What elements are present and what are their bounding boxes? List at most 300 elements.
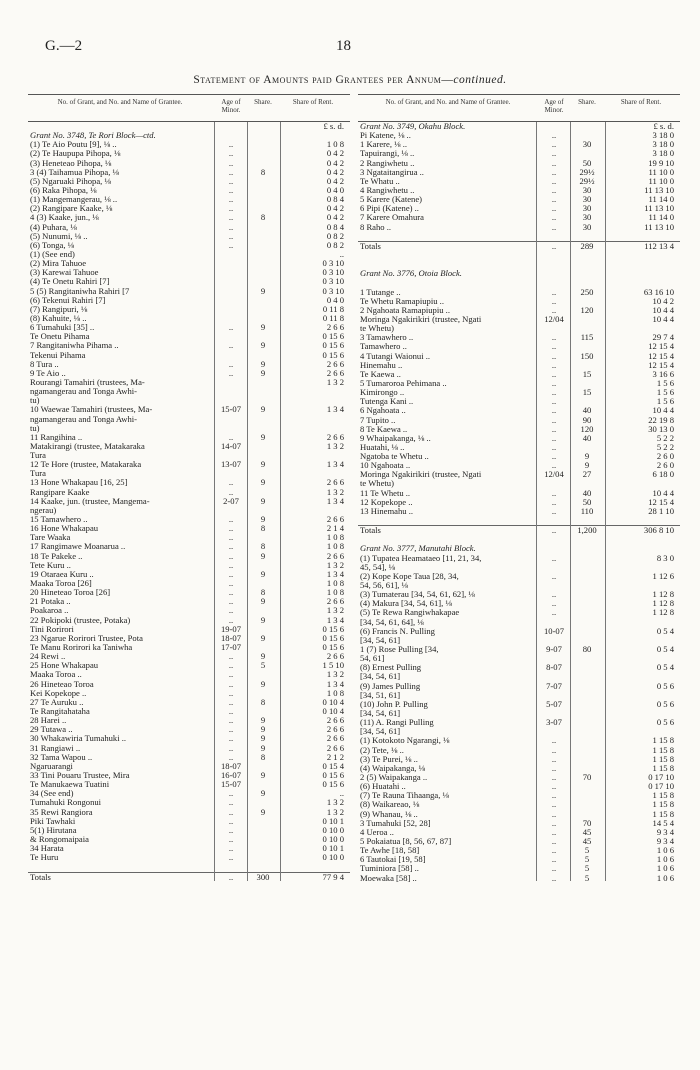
rent-cell: 3 18 0 — [652, 148, 674, 159]
grantee-cell: (2) Rangipare Kaake, ⅛ — [30, 204, 113, 214]
share-cell: 50 — [582, 157, 592, 168]
table-row — [358, 352, 680, 361]
age-cell: .. — [551, 826, 557, 837]
grantee-cell: 19 Otaraea Kuru .. — [30, 569, 94, 579]
rent-cell: 8 3 0 — [656, 552, 674, 563]
grantee-cell: Te Awhe [18, 58] — [360, 846, 420, 856]
table-row — [28, 680, 350, 689]
rent-cell: 1 0 6 — [656, 854, 674, 865]
age-cell: .. — [551, 525, 557, 536]
age-cell: .. — [551, 753, 557, 764]
table-row — [28, 277, 350, 286]
rent-cell: 0 8 2 — [326, 230, 344, 241]
age-cell: .. — [551, 139, 557, 150]
rent-cell: 11 14 0 — [648, 194, 674, 205]
grantee-cell: 5 Tumaroroa Pehimana .. — [360, 378, 447, 388]
table-row — [358, 800, 680, 809]
rent-cell: 10 4 4 — [652, 304, 674, 315]
grantee-cell: 10 Ngahoata .. — [360, 461, 411, 471]
table-row — [28, 625, 350, 634]
age-cell: 5-07 — [546, 698, 562, 709]
share-cell: 29½ — [579, 166, 595, 177]
rent-cell: 1 3 2 — [326, 605, 344, 616]
table-row — [28, 670, 350, 679]
table-row — [358, 397, 680, 406]
table-row — [28, 488, 350, 497]
share-cell: 70 — [582, 817, 592, 828]
grantee-cell: [34, 54, 61] — [360, 672, 401, 682]
table-row — [358, 370, 680, 379]
rent-cell: 1 12 8 — [652, 589, 674, 600]
column-rule — [570, 122, 571, 881]
table-row — [358, 645, 680, 654]
age-cell: .. — [228, 605, 234, 616]
rent-cell: 0 3 10 — [322, 267, 344, 278]
table-row — [28, 588, 350, 597]
table-row — [28, 570, 350, 579]
table-row — [358, 204, 680, 213]
right-column-header — [358, 94, 680, 122]
grantee-cell: (7) Te Rauna Tihaanga, ⅛ — [360, 791, 449, 801]
table-row — [28, 643, 350, 652]
age-cell: .. — [551, 350, 557, 361]
grantee-cell: 5(1) Hirutana — [30, 825, 77, 835]
table-row — [28, 744, 350, 753]
rent-cell: 1 3 4 — [326, 678, 344, 689]
grantee-cell: Moringa Ngakirikiri (trustee, Ngati — [360, 470, 482, 480]
grantee-cell: 25 Hone Whakapau — [30, 661, 99, 671]
age-cell: .. — [551, 332, 557, 343]
table-row — [358, 168, 680, 177]
grantee-cell: 2 Ngahoata Ramapiupiu .. — [360, 305, 450, 315]
rent-cell: 2 6 6 — [326, 477, 344, 488]
grantee-cell: (5) Ngaruaki Pihopa, ⅛ — [30, 176, 111, 186]
table-row — [28, 808, 350, 817]
grantee-cell: te Whetu) — [360, 479, 394, 489]
grantee-cell: 4 Rangiwhetu .. — [360, 185, 415, 195]
rent-cell: 12 15 4 — [648, 359, 674, 370]
table-row — [358, 186, 680, 195]
table-row — [28, 853, 350, 862]
grantee-cell: Te Whetu Ramapiupiu .. — [360, 296, 444, 306]
table-row — [358, 470, 680, 479]
age-cell: 18-07 — [220, 760, 242, 771]
table-row — [358, 288, 680, 297]
share-cell: 30 — [582, 184, 592, 195]
age-cell: 12/04 — [544, 469, 564, 480]
rent-cell: 1 0 6 — [656, 845, 674, 856]
grantee-cell: 6 Tautokai [19, 58] — [360, 855, 426, 865]
table-row — [358, 498, 680, 507]
table-row — [358, 755, 680, 764]
table-row — [28, 323, 350, 332]
rent-cell: 1 5 6 — [656, 377, 674, 388]
rent-cell: 2 1 2 — [326, 751, 344, 762]
age-cell: .. — [228, 578, 234, 589]
grantee-cell: 9 Te Aio .. — [30, 368, 66, 378]
table-row — [28, 396, 350, 405]
share-cell: 9 — [584, 460, 590, 471]
age-cell: .. — [228, 367, 234, 378]
share-cell: 40 — [582, 405, 592, 416]
totals-row — [358, 241, 680, 251]
grantee-cell: 54, 61] — [360, 654, 385, 664]
age-cell: .. — [551, 487, 557, 498]
table-row — [28, 524, 350, 533]
share-cell: 27 — [582, 469, 592, 480]
grantee-cell: Tare Waaka — [30, 533, 71, 543]
share-cell: 15 — [582, 387, 592, 398]
table-row — [28, 305, 350, 314]
table-row — [358, 131, 680, 140]
column-rule — [536, 122, 537, 881]
rent-cell: 11 13 10 — [644, 203, 674, 214]
table-row — [358, 874, 680, 883]
grantee-cell: Tumahuki Rongonui — [30, 798, 102, 808]
rent-cell: 0 4 2 — [326, 157, 344, 168]
share-cell: 30 — [582, 221, 592, 232]
grantee-cell: 31 Rangiawi .. — [30, 743, 81, 753]
col-share-header: Share. — [578, 98, 596, 106]
grantee-cell: 1 Karere, ⅛ .. — [360, 140, 408, 150]
age-cell: .. — [228, 230, 234, 241]
age-cell: .. — [228, 568, 234, 579]
table-row — [28, 780, 350, 789]
table-row — [28, 597, 350, 606]
age-cell: .. — [551, 441, 557, 452]
table-row — [358, 554, 680, 563]
grantee-cell: 45, 54], ⅛ — [360, 562, 396, 572]
rent-cell: 0 15 6 — [322, 331, 344, 342]
rent-cell: 1 3 2 — [326, 440, 344, 451]
table-row — [28, 442, 350, 451]
rent-cell: 10 4 2 — [652, 295, 674, 306]
share-cell: 9 — [260, 550, 266, 561]
grantee-cell: (6) Tekenui Rahiri [7] — [30, 295, 106, 305]
grantee-cell: Piki Tawhaki — [30, 816, 76, 826]
rent-cell: 2 6 6 — [326, 431, 344, 442]
rent-cell: 0 3 10 — [322, 258, 344, 269]
grantee-cell: 15 Tamawhero .. — [30, 515, 88, 525]
table-row — [28, 716, 350, 725]
table-row — [28, 122, 350, 131]
table-row — [358, 572, 680, 581]
age-cell: 14-07 — [220, 440, 242, 451]
rent-cell: 1 3 2 — [326, 797, 344, 808]
rent-cell: 28 1 10 — [648, 505, 674, 516]
share-cell: 289 — [580, 240, 594, 251]
share-cell: 1,200 — [577, 525, 597, 536]
table-row — [28, 195, 350, 204]
age-cell: .. — [551, 845, 557, 856]
age-cell: 9-07 — [546, 644, 562, 655]
rent-cell: 1 15 8 — [652, 762, 674, 773]
rent-cell: 3 18 0 — [652, 130, 674, 141]
age-cell: 10-07 — [543, 625, 565, 636]
grantee-cell: 28 Harei .. — [30, 716, 67, 726]
age-cell: .. — [551, 735, 557, 746]
table-row — [28, 497, 350, 506]
grantee-cell: 13 Hinemahu .. — [360, 506, 413, 516]
table-row — [358, 416, 680, 425]
rent-cell: 1 12 8 — [652, 598, 674, 609]
rent-cell: 5 2 2 — [656, 441, 674, 452]
table-row — [358, 535, 680, 544]
age-cell: .. — [228, 431, 234, 442]
rent-cell: 0 17 10 — [648, 771, 674, 782]
table-row — [28, 689, 350, 698]
col-age-header: Age of Minor. — [221, 98, 241, 114]
rent-cell: 0 3 10 — [322, 285, 344, 296]
share-cell: 70 — [582, 771, 592, 782]
grantee-cell: 6 Pipi (Katene) .. — [360, 204, 419, 214]
share-cell: 8 — [260, 212, 266, 223]
table-row — [28, 314, 350, 323]
statement-title — [0, 74, 700, 86]
age-cell: .. — [551, 184, 557, 195]
rent-cell: 2 6 6 — [326, 514, 344, 525]
grantee-cell: Moringa Ngakirikiri (trustee, Ngati — [360, 314, 482, 324]
table-row — [358, 782, 680, 791]
rent-cell: 11 10 0 — [648, 175, 674, 186]
share-cell: 29½ — [579, 175, 595, 186]
table-row — [28, 159, 350, 168]
grantee-cell: (11) A. Rangi Pulling — [360, 718, 434, 728]
age-cell: .. — [551, 387, 557, 398]
rent-cell: 1 3 2 — [326, 806, 344, 817]
table-row — [358, 333, 680, 342]
rent-cell: 11 13 10 — [644, 221, 674, 232]
table-row — [358, 177, 680, 186]
grantee-cell: ngamangerau and Tonga Awhi- — [30, 387, 138, 397]
table-row — [28, 579, 350, 588]
rent-cell: 1 0 8 — [326, 587, 344, 598]
table-row — [28, 753, 350, 762]
rent-cell: 0 11 8 — [322, 312, 344, 323]
grantee-cell: 4 (3) Kaake, jun., ⅛ — [30, 213, 99, 223]
rent-cell: 1 3 2 — [326, 486, 344, 497]
grantee-cell: 11 Rangihina .. — [30, 432, 83, 442]
grantee-cell: Totals — [30, 872, 51, 882]
table-row — [358, 140, 680, 149]
rent-cell: 0 15 6 — [322, 349, 344, 360]
column-rule — [214, 122, 215, 881]
share-cell: 9 — [260, 742, 266, 753]
age-cell: 12/04 — [544, 313, 564, 324]
rent-cell: 0 5 4 — [656, 625, 674, 636]
share-cell: 5 — [584, 872, 590, 883]
rent-cell: 0 8 4 — [326, 221, 344, 232]
rent-cell: 1 15 8 — [652, 753, 674, 764]
table-row — [28, 478, 350, 487]
rent-cell: 0 15 6 — [322, 779, 344, 790]
grantee-cell: (10) John P. Pulling — [360, 699, 428, 709]
table-row — [358, 149, 680, 158]
age-cell: .. — [551, 451, 557, 462]
rent-cell: 2 6 6 — [326, 742, 344, 753]
share-cell: 9 — [260, 806, 266, 817]
rent-cell: 63 16 10 — [643, 286, 674, 297]
grant-heading-row — [28, 131, 350, 140]
table-row — [358, 764, 680, 773]
rent-cell: 2 1 4 — [326, 523, 344, 534]
rent-cell: 1 3 4 — [326, 568, 344, 579]
grantee-cell: 30 Whakawiria Tumahuki .. — [30, 734, 127, 744]
rent-cell: 0 4 2 — [326, 148, 344, 159]
grantee-cell: (4) Makura [34, 54, 61], ⅛ — [360, 599, 452, 609]
grant-heading-row — [358, 122, 680, 131]
table-row — [28, 168, 350, 177]
table-row — [358, 746, 680, 755]
age-cell: 15-07 — [220, 404, 242, 415]
table-row — [28, 835, 350, 844]
grantee-cell: tu) — [30, 396, 40, 406]
rent-cell: 1 0 6 — [656, 863, 674, 874]
age-cell: .. — [228, 678, 234, 689]
share-cell: 9 — [260, 614, 266, 625]
age-cell: .. — [551, 790, 557, 801]
age-cell: .. — [551, 460, 557, 471]
grantee-cell: (1) Mangemangerau, ⅛ .. — [30, 195, 118, 205]
share-cell: 9 — [260, 678, 266, 689]
rent-cell: 0 4 2 — [326, 166, 344, 177]
rent-cell: 1 0 8 — [326, 139, 344, 150]
rent-cell: 29 7 4 — [652, 332, 674, 343]
rent-cell: 0 5 6 — [656, 680, 674, 691]
table-row — [358, 516, 680, 525]
age-cell: .. — [551, 854, 557, 865]
grantee-cell: 12 Te Hore (trustee, Matakaraka — [30, 460, 142, 470]
age-cell: .. — [228, 221, 234, 232]
share-cell: 5 — [584, 854, 590, 865]
rent-cell: 1 3 2 — [326, 669, 344, 680]
rent-cell: 0 4 2 — [326, 175, 344, 186]
table-row — [358, 388, 680, 397]
grantee-cell: 1 Tutange .. — [360, 287, 401, 297]
share-cell: 40 — [582, 487, 592, 498]
grantee-cell: 34 Harata — [30, 844, 64, 854]
rent-cell: 11 10 0 — [648, 166, 674, 177]
grantee-cell: 4 Tutangi Waionui .. — [360, 351, 431, 361]
grantee-cell: 3 Tumahuki [52, 28] — [360, 818, 431, 828]
age-cell: .. — [228, 687, 234, 698]
rent-cell: 0 5 6 — [656, 717, 674, 728]
rent-cell: 2 6 6 — [326, 358, 344, 369]
table-row — [28, 149, 350, 158]
share-cell: 9 — [260, 477, 266, 488]
table-row — [28, 844, 350, 853]
title-main: Statement of Amounts paid Grantees per Annum— — [193, 74, 454, 86]
age-cell: 19-07 — [220, 623, 242, 634]
grantee-cell: (2) Tete, ⅛ .. — [360, 745, 404, 755]
rent-cell: 0 4 0 — [326, 294, 344, 305]
share-cell: 9 — [260, 651, 266, 662]
grantee-cell: Maaka Toroa [26] — [30, 579, 92, 589]
rent-cell: 112 13 4 — [644, 240, 674, 251]
grantee-cell: 33 Tini Pouaru Trustee, Mira — [30, 770, 130, 780]
rent-cell: 1 12 8 — [652, 607, 674, 618]
grantee-cell: 3 Tamawhero .. — [360, 333, 414, 343]
rent-cell: 0 3 10 — [322, 276, 344, 287]
table-row — [358, 507, 680, 516]
share-cell: 9 — [260, 715, 266, 726]
share-cell: 40 — [582, 432, 592, 443]
share-cell: 9 — [260, 285, 266, 296]
grantee-cell: 3 (4) Taihamua Pihopa, ⅛ — [30, 167, 119, 177]
rent-cell: 0 8 2 — [326, 239, 344, 250]
age-cell: .. — [228, 824, 234, 835]
share-cell: 8 — [260, 541, 266, 552]
rent-cell: 0 5 4 — [656, 662, 674, 673]
share-cell: 8 — [260, 523, 266, 534]
grantee-cell: 13 Hone Whakapau [16, 25] — [30, 478, 128, 488]
table-row — [358, 736, 680, 745]
table-row — [358, 479, 680, 488]
table-row — [358, 819, 680, 828]
table-row — [28, 734, 350, 743]
table-row — [358, 846, 680, 855]
table-row — [28, 378, 350, 387]
age-cell: .. — [228, 175, 234, 186]
table-row — [358, 727, 680, 736]
table-row — [28, 561, 350, 570]
grantee-cell: 17 Rangimawe Moanarua .. — [30, 542, 126, 552]
left-column-header — [28, 94, 350, 122]
grantee-cell: Tete Kuru .. — [30, 560, 71, 570]
share-cell: 30 — [582, 203, 592, 214]
table-row — [28, 469, 350, 478]
table-row — [358, 232, 680, 241]
rent-cell: 1 0 8 — [326, 687, 344, 698]
age-cell: .. — [551, 781, 557, 792]
page-header-left: G.—2 — [45, 38, 83, 54]
age-cell: .. — [228, 550, 234, 561]
grantee-cell: 14 Kaake, jun. (trustee, Mangema- — [30, 496, 150, 506]
table-row — [28, 762, 350, 771]
grantee-cell: (6) Tonga, ⅛ — [30, 240, 75, 250]
age-cell: .. — [551, 359, 557, 370]
grantee-cell: (4) Puhara, ⅛ — [30, 222, 77, 232]
grantee-cell: 3 Ngataitangirua .. — [360, 167, 424, 177]
table-row — [358, 599, 680, 608]
grantee-cell: (8) Kahuite, ⅛ .. — [30, 313, 87, 323]
table-row — [28, 232, 350, 241]
rent-cell: 9 3 4 — [656, 826, 674, 837]
grantee-cell: Ngaruarangi — [30, 761, 73, 771]
share-cell: 5 — [584, 863, 590, 874]
share-cell: 9 — [260, 404, 266, 415]
rent-cell: 0 15 6 — [322, 340, 344, 351]
table-row — [28, 360, 350, 369]
table-row — [358, 864, 680, 873]
grantee-cell: (4) Waipakanga, ⅛ — [360, 763, 426, 773]
grantee-cell: (3) Te Purei, ⅛ .. — [360, 754, 418, 764]
grantee-cell: ngerau) — [30, 505, 57, 515]
table-row — [28, 817, 350, 826]
rent-cell: 0 10 4 — [322, 696, 344, 707]
table-row — [358, 324, 680, 333]
rent-cell: 0 5 6 — [656, 698, 674, 709]
grantee-cell: Kimirongo .. — [360, 388, 405, 398]
table-row — [358, 251, 680, 260]
col-share-header: Share. — [254, 98, 272, 106]
grantee-cell: 2 Rangiwhetu .. — [360, 158, 415, 168]
grantee-cell: (1) Tupatea Heamataeo [11, 21, 34, — [360, 553, 482, 563]
table-row — [28, 771, 350, 780]
table-row — [358, 691, 680, 700]
table-row — [358, 223, 680, 232]
left-table — [28, 94, 350, 882]
